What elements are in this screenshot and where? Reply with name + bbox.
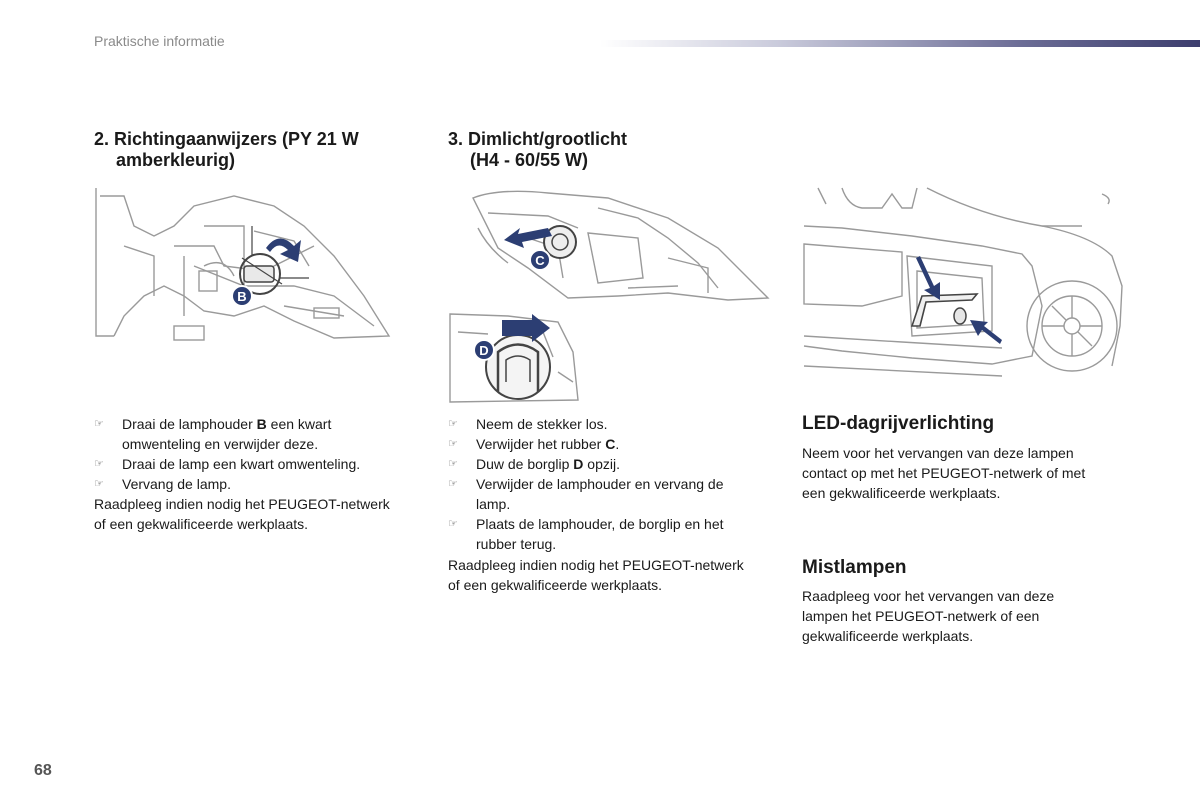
list-item: ☞ Vervang de lamp. [94,476,231,492]
turn-signal-heading-line1: 2. Richtingaanwijzers (PY 21 W [94,129,359,149]
led-arrow-icon [916,256,940,300]
bulb-clip-illustration [448,312,580,404]
callout-c-label: C [535,253,545,268]
turn-signal-heading [94,129,359,171]
pointing-hand-icon: ☞ [94,418,104,430]
list-item: ☞ Verwijder de lamphouder en vervang de lamp. [448,476,724,512]
headlamp-illustration [468,188,774,306]
page-number: 68 [34,762,52,779]
turn-signal-note: Raadpleeg indien nodig het PEUGEOT-netwerk of een gekwalificeerde werkplaats. [94,496,390,532]
list-item: ☞ Verwijder het rubber C. [448,436,620,452]
pointing-hand-icon: ☞ [448,518,458,530]
headlamp-steps [448,414,788,554]
led-heading: LED-dagrijverlichting [802,413,995,434]
headlamp-heading-line1: 3. Dimlicht/grootlicht [448,129,628,149]
front-bumper-illustration [802,186,1132,396]
pointing-hand-icon: ☞ [448,458,458,470]
pointing-hand-icon: ☞ [448,478,458,490]
headlamp-heading [448,129,627,171]
turn-signal-illustration [94,186,394,346]
pointing-hand-icon: ☞ [448,438,458,450]
header-gradient-bar [600,40,1200,47]
callout-b-icon [232,286,252,306]
pointing-hand-icon: ☞ [94,478,104,490]
list-item: ☞ Draai de lamphouder B een kwart omwenteling en verwijder deze. [94,416,332,452]
callout-b-label: B [237,289,247,304]
headlamp-note: Raadpleeg indien nodig het PEUGEOT-netwerk of een gekwalificeerde werkplaats. [448,557,744,593]
turn-signal-steps [94,414,424,494]
list-item: ☞ Draai de lamp een kwart omwenteling. [94,456,361,472]
callout-d-label: D [479,343,489,358]
led-text: Neem voor het vervangen van deze lampen contact op met het PEUGEOT-netwerk of met een gekwalificeerde werkplaats. [802,445,1086,501]
callout-c-icon [530,250,550,270]
fog-heading: Mistlampen [802,557,907,578]
list-item: ☞ Plaats de lamphouder, de borglip en het rubber terug. [448,516,724,552]
list-item: ☞ Duw de borglip D opzij. [448,456,620,472]
list-item: ☞ Neem de stekker los. [448,416,608,432]
turn-signal-heading-line2: amberkleurig) [116,150,236,170]
callout-d-icon [474,340,494,360]
fog-text: Raadpleeg voor het vervangen van deze lampen het PEUGEOT-netwerk of een gekwalificeerde werkplaats. [802,588,1055,644]
pointing-hand-icon: ☞ [94,458,104,470]
section-title: Praktische informatie [94,33,225,49]
headlamp-heading-line2: (H4 - 60/55 W) [470,150,589,170]
pointing-hand-icon: ☞ [448,418,458,430]
